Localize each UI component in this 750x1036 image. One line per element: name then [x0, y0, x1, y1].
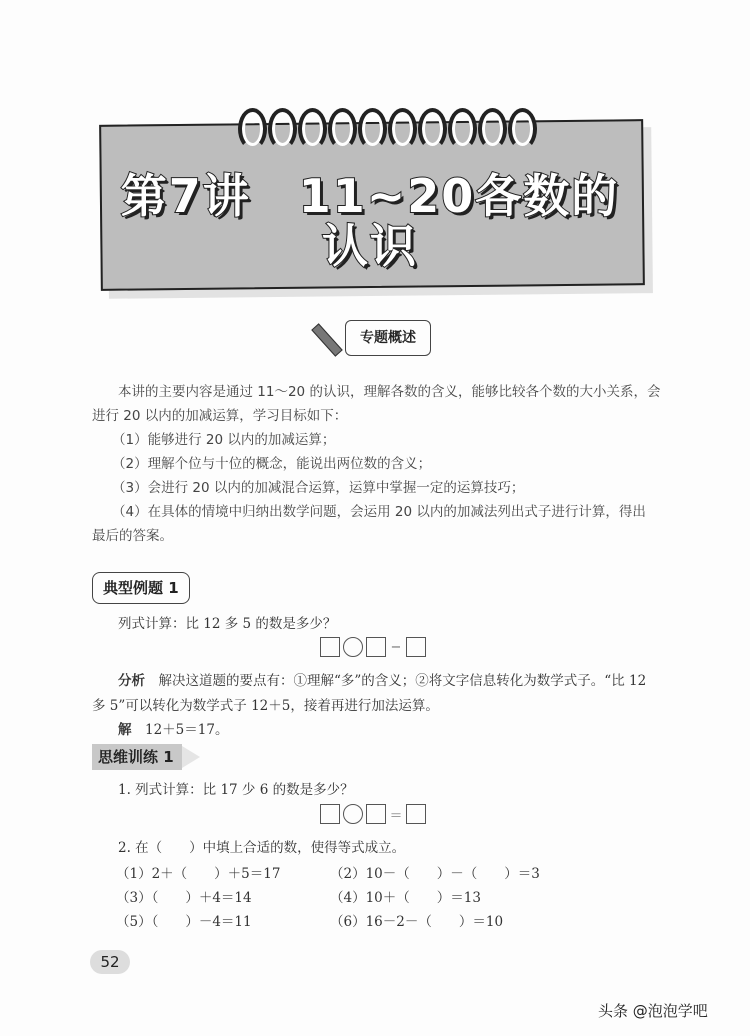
blank-box [320, 804, 340, 824]
blank-box [366, 804, 386, 824]
fill-item: （2）10－（ ）－（ ）＝3 [330, 866, 540, 882]
blank-box [320, 637, 340, 657]
fill-item: （3）（ ）＋4＝14 [116, 890, 252, 906]
solution-line [118, 718, 228, 738]
intro-line: 本讲的主要内容是通过 11～20 的认识，理解各数的含义，能够比较各个数的大小关系，会 [118, 384, 661, 400]
intro-line: 进行 20 以内的加减运算，学习目标如下： [92, 408, 348, 424]
operator: − [390, 639, 402, 655]
spiral-rings-icon [238, 108, 537, 150]
chapter-title: 第7讲 11~20各数的 [120, 169, 620, 223]
analysis-line-cont: 多 5”可以转化为数学式子 12＋5，接着再进行加法运算。 [92, 698, 439, 714]
operator: ＝ [389, 808, 403, 824]
goal-item-cont: 最后的答案。 [92, 528, 173, 544]
goal-item: （2）理解个位与十位的概念，能说出两位数的含义； [112, 456, 432, 472]
fill-item: （6）16－2－（ ）＝10 [330, 914, 504, 930]
goal-item: （1）能够进行 20 以内的加减运算； [112, 432, 336, 448]
equation-template [320, 804, 426, 824]
example-heading: 典型例题 1 [92, 572, 190, 604]
blank-box [406, 804, 426, 824]
solution-text: 12＋5＝17。 [145, 722, 229, 738]
blank-circle [343, 804, 363, 824]
blank-circle [343, 637, 363, 657]
analysis-line [118, 669, 646, 689]
practice-q1: 1. 列式计算：比 17 少 6 的数是多少？ [118, 782, 354, 798]
watermark: 头条 @泡泡学吧 [598, 1002, 708, 1020]
practice-heading: 思维训练 1 [92, 744, 182, 770]
fill-item: （1）2＋（ ）＋5＝17 [116, 866, 281, 882]
page-number: 52 [90, 950, 130, 974]
analysis-label: 分析 [118, 673, 145, 689]
chapter-title-line2: 认识 [322, 219, 418, 273]
analysis-text: 解决这道题的要点有：①理解“多”的含义；②将文字信息转化为数学式子。“比 12 [158, 673, 647, 689]
fill-item: （5）（ ）－4＝11 [116, 914, 252, 930]
example-question: 列式计算：比 12 多 5 的数是多少？ [118, 616, 337, 632]
blank-box [366, 637, 386, 657]
fill-item: （4）10＋（ ）＝13 [330, 890, 481, 906]
pencil-icon [311, 323, 343, 356]
solution-label: 解 [118, 722, 132, 738]
goal-item: （3）会进行 20 以内的加减混合运算，运算中掌握一定的运算技巧； [112, 480, 525, 496]
overview-tag: 专题概述 [345, 320, 431, 356]
equation-template [320, 637, 426, 657]
goal-item: （4）在具体的情境中归纳出数学问题，会运用 20 以内的加减法列出式子进行计算，得出 [112, 504, 646, 520]
practice-q2: 2. 在（ ）中填上合适的数，使得等式成立。 [118, 840, 406, 856]
blank-box [406, 637, 426, 657]
